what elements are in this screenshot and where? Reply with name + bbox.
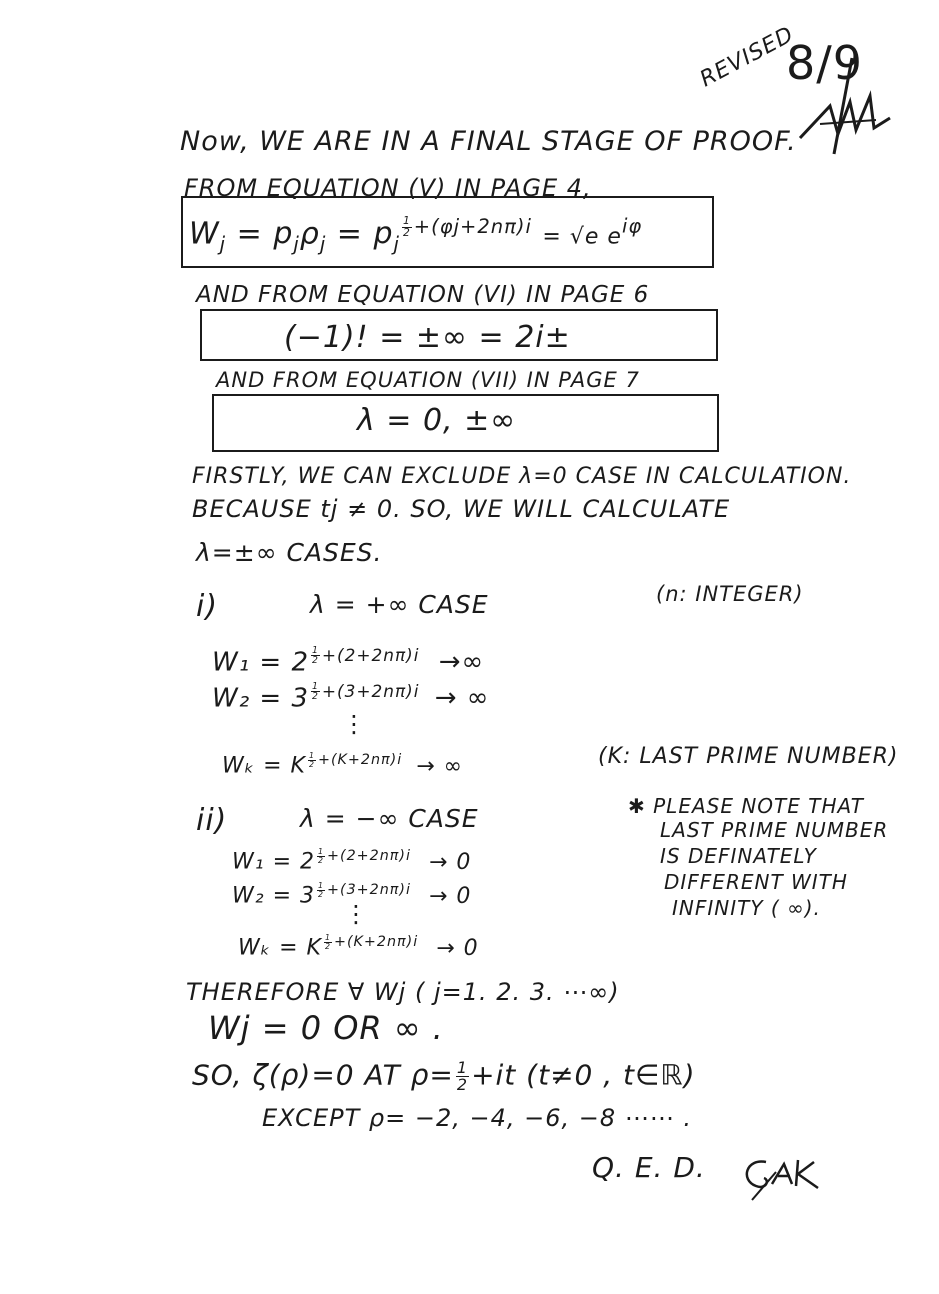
eq7-box [212, 394, 719, 452]
eq5-caption: FROM EQUATION (V) IN PAGE 4, [184, 174, 592, 202]
eq5-exp: +(φ [413, 214, 454, 238]
intro-line: Now, WE ARE IN A FINAL STAGE OF PROOF. [180, 126, 797, 157]
case2-row-2: W₂ = 3 $^{\frac{1}{2} +(3+2n\pi)i}$ → 0 [232, 881, 472, 909]
prime-note-line-3: IS DEFINATELY [660, 844, 817, 868]
signature-mark [790, 50, 910, 160]
case1-note: (n: INTEGER) [656, 582, 804, 606]
revised-label: REVISED [696, 22, 799, 93]
eq7-formula: λ = 0, ±∞ [357, 403, 517, 438]
prime-note-line-2: LAST PRIME NUMBER [660, 818, 889, 842]
case2-dots: ⋮ [344, 900, 369, 928]
conclusion-line-2: Wj = 0 OR ∞ . [208, 1009, 444, 1047]
reasoning-line-1: FIRSTLY, WE CAN EXCLUDE λ=0 CASE IN CALCULATION. [192, 464, 852, 489]
eq6-caption: AND FROM EQUATION (VI) IN PAGE 6 [196, 282, 650, 308]
eq5-left: W [189, 216, 220, 252]
revised-date: 8/9 [786, 36, 864, 90]
eq6-box [200, 309, 718, 361]
eq5-formula: $W_j = p_j\rho_j = p_j$ $^{\frac{1}{2} +(\varphi j+2n\pi)i}$ = √e $e^{i\varphi}$ [189, 214, 643, 256]
eq5-right: = √e e [542, 224, 622, 250]
eq5-exp2: +2nπ)i [460, 214, 532, 238]
case2-row-k: Wₖ = K $^{\frac{1}{2} +(K+2n\pi)i}$ → 0 [238, 933, 479, 961]
eq6-formula: (−1)! = ±∞ = 2i± [284, 320, 571, 355]
eq7-caption: AND FROM EQUATION (VII) IN PAGE 7 [216, 368, 640, 392]
reasoning-line-3: λ=±∞ CASES. [196, 538, 383, 567]
conclusion-line-1: THEREFORE ∀ Wj ( j=1. 2. 3. ⋯∞) [186, 978, 620, 1006]
conclusion-line-4: EXCEPT ρ= −2, −4, −6, −8 ⋯⋯ . [262, 1104, 693, 1132]
case2-label: ii) [196, 803, 228, 838]
case1-row-k: Wₖ = K $^{\frac{1}{2} +(K+2n\pi)i}$ → ∞ [222, 751, 463, 779]
eq5-right-exp: iφ [621, 214, 643, 238]
case1-label: i) [196, 589, 219, 624]
qed: Q. E. D. [592, 1151, 706, 1184]
case1-heading: λ = +∞ CASE [310, 590, 489, 619]
prime-note-line-1: ✱ PLEASE NOTE THAT [628, 794, 864, 818]
prime-note-line-5: INFINITY ( ∞). [672, 896, 821, 920]
case1-dots: ⋮ [342, 710, 367, 738]
case1-k-note: (K: LAST PRIME NUMBER) [598, 744, 899, 769]
eq5-box [181, 196, 714, 268]
signature [736, 1150, 826, 1210]
conclusion-line-3: SO, ζ(ρ)=0 AT ρ= $\frac{1}{2}$ +it (t≠0 , t∈ℝ) [192, 1058, 696, 1094]
case2-heading: λ = −∞ CASE [300, 804, 479, 833]
case1-row-2: W₂ = 3 $^{\frac{1}{2} +(3+2n\pi)i}$ → ∞ [212, 680, 490, 714]
eq5-mid: = p [236, 216, 294, 252]
case2-row-1: W₁ = 2 $^{\frac{1}{2} +(2+2n\pi)i}$ → 0 [232, 847, 472, 875]
prime-note-line-4: DIFFERENT WITH [664, 870, 848, 894]
case1-row-1: W₁ = 2 $^{\frac{1}{2} +(2+2n\pi)i}$ →∞ [212, 644, 485, 678]
reasoning-line-2: BECAUSE tj ≠ 0. SO, WE WILL CALCULATE [192, 495, 731, 523]
eq5-half: $\frac{1}{2}$ [402, 214, 411, 239]
